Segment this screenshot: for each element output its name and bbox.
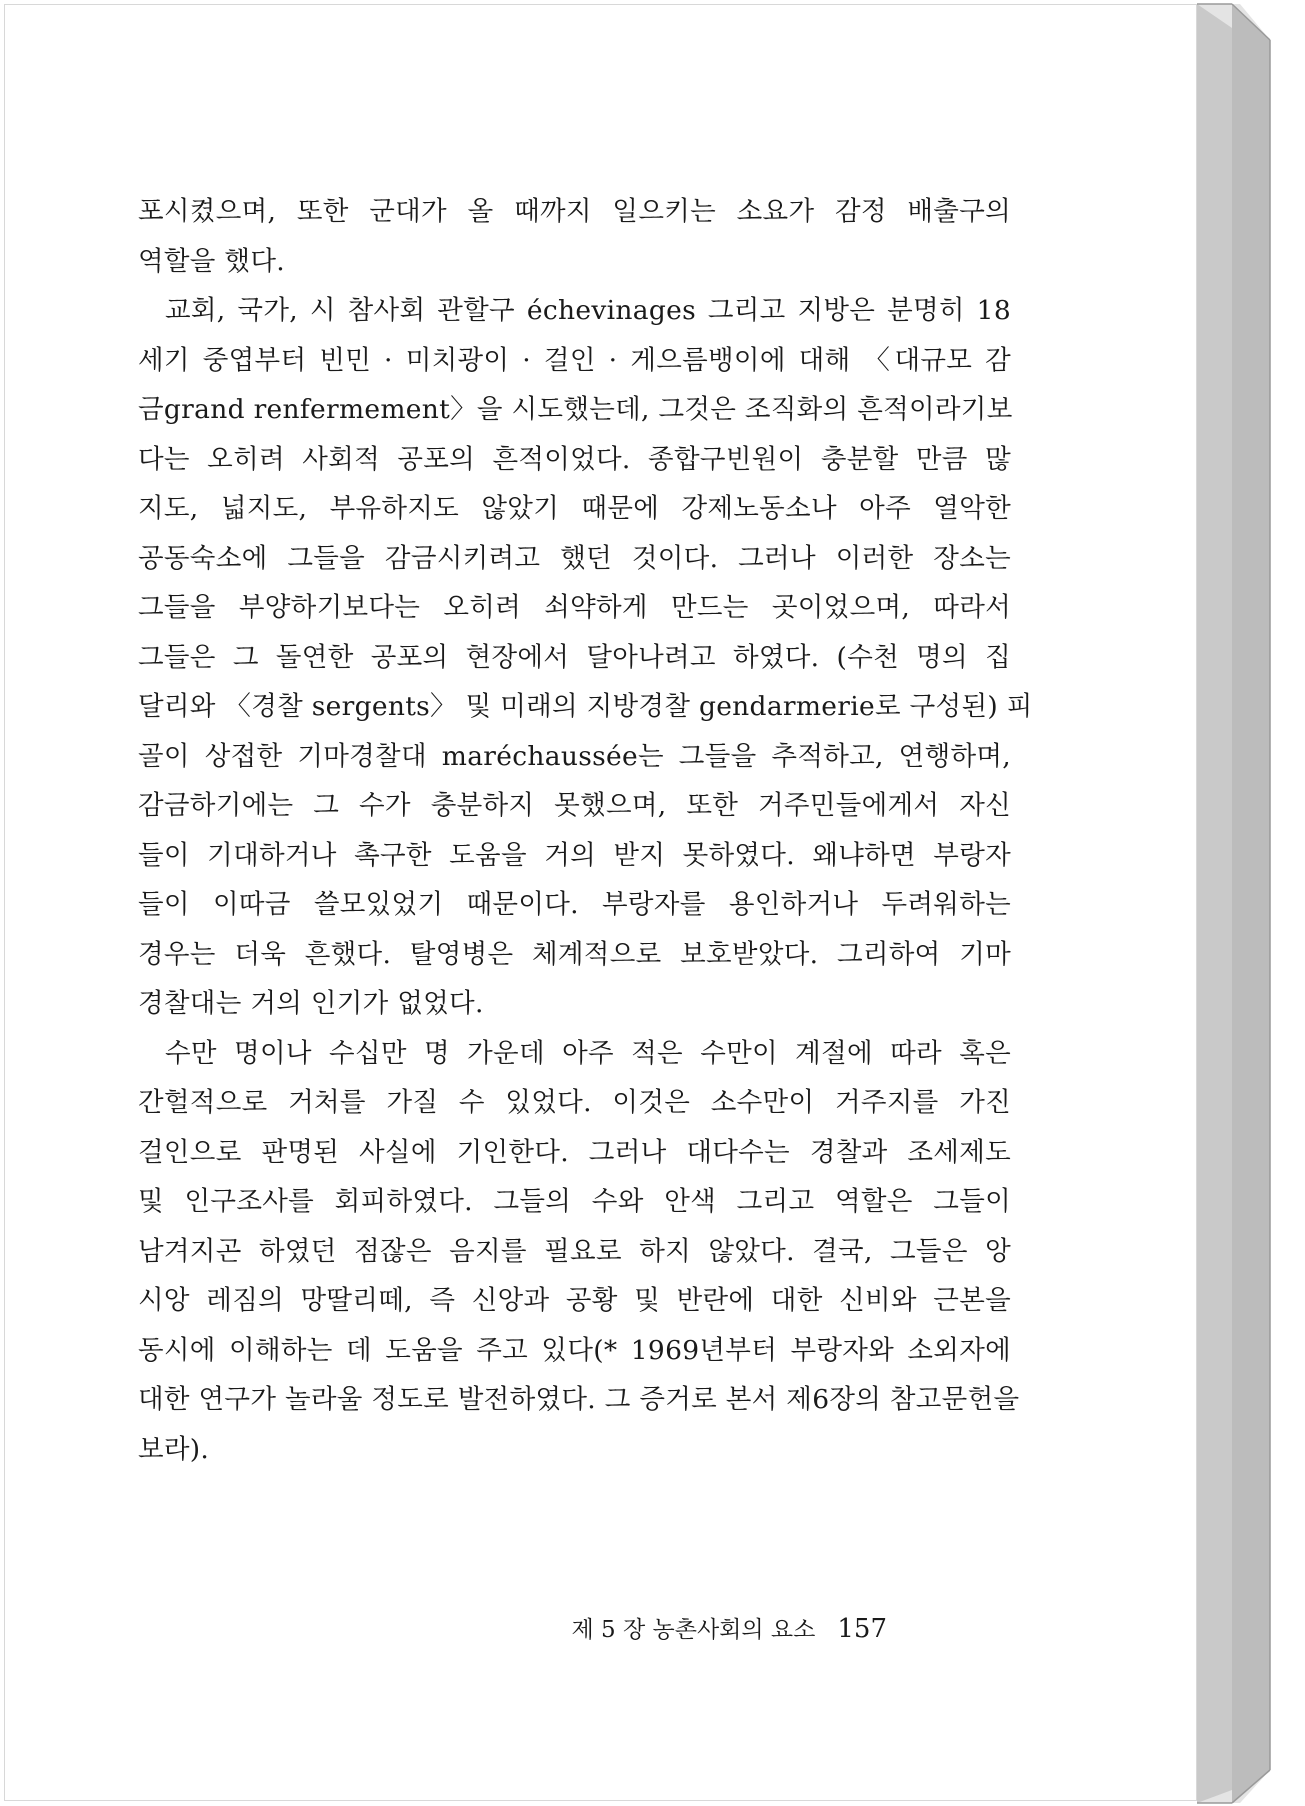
text-line: 동시에 이해하는 데 도움을 주고 있다(* 1969년부터 부랑자와 소외자에 bbox=[138, 1334, 1011, 1366]
page-number: 157 bbox=[837, 1614, 887, 1644]
text-line: 보라). bbox=[138, 1433, 210, 1465]
text-line: 교회, 국가, 시 참사회 관할구 échevinages 그리고 지방은 분명히 18 bbox=[165, 295, 1011, 326]
page-footer bbox=[572, 1611, 887, 1644]
text-line: 및 인구조사를 회피하였다. 그들의 수와 안색 그리고 역할은 그들이 bbox=[138, 1186, 1011, 1217]
text-line: 금grand renfermement〉을 시도했는데, 그것은 조직화의 흔적이라기보 bbox=[138, 394, 1013, 425]
book-page bbox=[4, 4, 1197, 1801]
text-line: 남겨지곤 하였던 점잖은 음지를 필요로 하지 않았다. 결국, 그들은 앙 bbox=[138, 1235, 1011, 1267]
text-line: 다는 오히려 사회적 공포의 흔적이었다. 종합구빈원이 충분할 만큼 많 bbox=[138, 443, 1011, 475]
text-line: 감금하기에는 그 수가 충분하지 못했으며, 또한 거주민들에게서 자신 bbox=[138, 790, 1011, 821]
text-line: 그들을 부양하기보다는 오히려 쇠약하게 만드는 곳이었으며, 따라서 bbox=[138, 592, 1011, 623]
text-line: 들이 이따금 쓸모있었기 때문이다. 부랑자를 용인하거나 두려워하는 bbox=[138, 889, 1011, 920]
text-line: 세기 중엽부터 빈민 · 미치광이 · 걸인 · 게으름뱅이에 대해 〈대규모 감 bbox=[138, 344, 1011, 376]
paragraph-1 bbox=[138, 187, 1011, 286]
text-line: 수만 명이나 수십만 명 가운데 아주 적은 수만이 계절에 따라 혹은 bbox=[165, 1037, 1011, 1069]
body-text bbox=[138, 187, 1033, 1474]
running-chapter-title: 제 5 장 농촌사회의 요소 bbox=[571, 1617, 816, 1643]
text-line: 그들은 그 돌연한 공포의 현장에서 달아나려고 하였다. (수천 명의 집 bbox=[138, 641, 1011, 673]
text-line: 경우는 더욱 흔했다. 탈영병은 체계적으로 보호받았다. 그리하여 기마 bbox=[138, 938, 1011, 970]
text-line: 골이 상접한 기마경찰대 maréchaussée는 그들을 추적하고, 연행하며, bbox=[138, 740, 1011, 772]
text-line: 경찰대는 거의 인기가 없었다. bbox=[138, 988, 484, 1019]
text-line: 포시켰으며, 또한 군대가 올 때까지 일으키는 소요가 감정 배출구의 bbox=[138, 196, 1011, 227]
text-line: 들이 기대하거나 촉구한 도움을 거의 받지 못하였다. 왜냐하면 부랑자 bbox=[138, 839, 1011, 871]
text-line: 달리와 〈경찰 sergents〉 및 미래의 지방경찰 gendarmerie로 구성된) 피 bbox=[138, 691, 1033, 722]
text-line: 걸인으로 판명된 사실에 기인한다. 그러나 대다수는 경찰과 조세제도 bbox=[138, 1136, 1011, 1168]
text-line: 간헐적으로 거처를 가질 수 있었다. 이것은 소수만이 거주지를 가진 bbox=[138, 1087, 1011, 1118]
paragraph-3 bbox=[138, 1029, 1020, 1475]
text-line: 시앙 레짐의 망딸리떼, 즉 신앙과 공황 및 반란에 대한 신비와 근본을 bbox=[138, 1285, 1011, 1316]
paragraph-2 bbox=[138, 286, 1033, 1029]
text-line: 지도, 넓지도, 부유하지도 않았기 때문에 강제노동소나 아주 열악한 bbox=[138, 493, 1011, 524]
text-line: 대한 연구가 놀라울 정도로 발전하였다. 그 증거로 본서 제6장의 참고문헌을 bbox=[138, 1384, 1020, 1415]
text-line: 역할을 했다. bbox=[138, 245, 285, 277]
text-line: 공동숙소에 그들을 감금시키려고 했던 것이다. 그러나 이러한 장소는 bbox=[138, 542, 1011, 574]
